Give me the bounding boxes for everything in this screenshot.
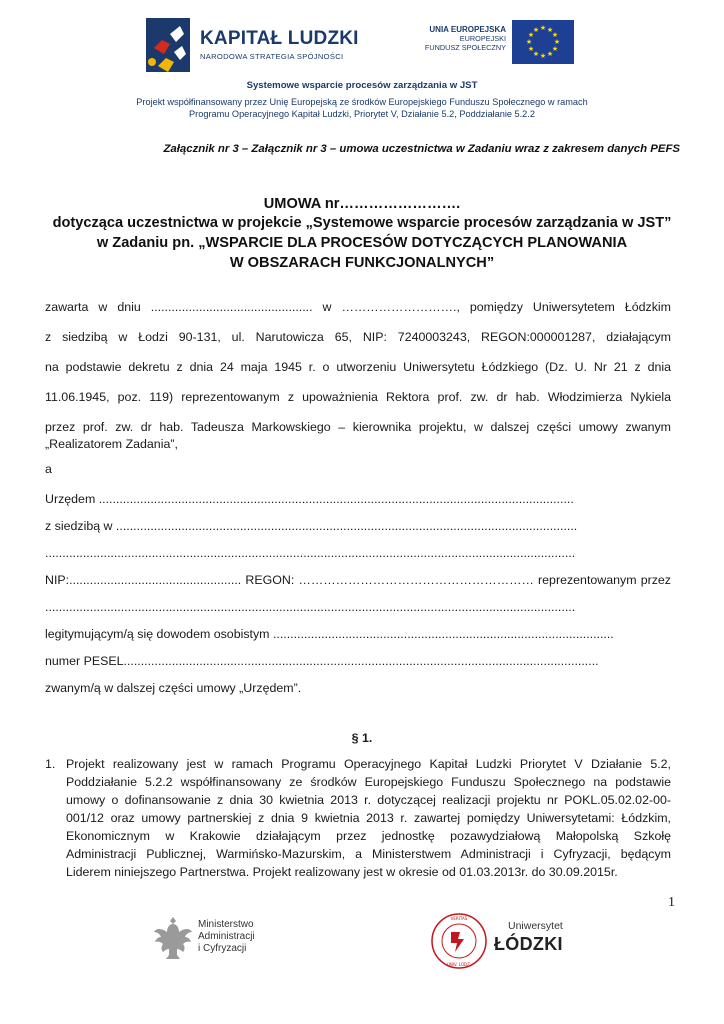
- svg-text:★: ★: [546, 26, 554, 34]
- svg-text:★: ★: [527, 31, 535, 39]
- intro-line-2: z siedzibą w Łodzi 90-131, ul. Narutowicza 65, NIP: 7240003243, REGON:000001287, działającym: [45, 330, 671, 344]
- item-1-line: Liderem niniejszego Partnerstwa. Projekt realizowany jest w okresie od 01.03.2013r. do 30.09.2015r.: [66, 865, 618, 879]
- university-label: Uniwersytet: [508, 920, 563, 932]
- svg-text:VERITAS: VERITAS: [450, 916, 468, 921]
- item-1-line: Poddziałanie 5.2.2 współfinansowany ze środków Europejskiego Funduszu Społecznego na podstawie: [66, 775, 671, 789]
- svg-text:★: ★: [546, 50, 554, 58]
- page-number: 1: [668, 895, 675, 910]
- svg-text:★: ★: [539, 24, 547, 32]
- item-1-line: 001/12 oraz umowy partnerskiej z dnia 9 kwietnia 2013 r. zawartej pomiędzy Uniwersytetami: Łódzkim,: [66, 811, 671, 825]
- ministry-line-2: Administracji: [198, 931, 255, 942]
- ministry-line-1: Ministerstwo: [198, 919, 254, 930]
- svg-text:UNIV. LODZ.: UNIV. LODZ.: [446, 962, 472, 967]
- representative-field: ..........................................................................................................................................................: [45, 600, 576, 614]
- svg-text:★: ★: [525, 38, 533, 46]
- ministry-name: [198, 919, 255, 955]
- contract-subject-line-1: dotycząca uczestnictwa w projekcie „Systemowe wsparcie procesów zarządzania w JST”: [52, 215, 672, 231]
- project-title: Systemowe wsparcie procesów zarządzania w JST: [246, 80, 478, 91]
- conjunction-a: a: [45, 462, 52, 476]
- kapital-ludzki-logo: [140, 14, 359, 76]
- polish-eagle-icon: [152, 913, 194, 963]
- office-field: Urzędem ..........................................................................................................................................: [45, 492, 574, 506]
- item-1-line: Ekonomicznym w Krakowie działającym przez jednostkę pozawydziałową Małopolską Szkołę: [66, 829, 671, 843]
- item-1-number: 1.: [45, 757, 56, 771]
- item-1-line: umowy o dofinansowanie z dnia 30 kwietnia 2013 r. dotyczącej realizacji projektu nr POKL.05.02.02-00-: [66, 793, 671, 807]
- contract-number: UMOWA nr…………………….: [263, 196, 461, 212]
- contract-subject-line-2: w Zadaniu pn. „WSPARCIE DLA PROCESÓW DOTYCZĄCYCH PLANOWANIA: [96, 235, 628, 251]
- pesel-field: numer PESEL..........................................................................................................................................: [45, 654, 599, 668]
- annex-heading: Załącznik nr 3 – Załącznik nr 3 – umowa uczestnictwa w Zadaniu wraz z zakresem danych PEFS: [163, 143, 680, 155]
- ministry-logo: [152, 913, 272, 965]
- university-name: ŁÓDZKI: [494, 934, 563, 954]
- svg-text:★: ★: [553, 38, 561, 46]
- svg-text:★: ★: [532, 26, 540, 34]
- svg-text:★: ★: [551, 45, 559, 53]
- ministry-line-3: i Cyfryzacji: [198, 943, 247, 954]
- section-1-heading: § 1.: [351, 731, 373, 745]
- cofinancing-line-2: Programu Operacyjnego Kapitał Ludzki, Priorytet V, Działanie 5.2, Poddziałanie 5.2.2: [189, 109, 535, 119]
- university-seal-icon: [430, 912, 488, 970]
- kapital-ludzki-subtitle: NARODOWA STRATEGIA SPÓJNOŚCI: [200, 52, 344, 61]
- cofinancing-line-1: Projekt współfinansowany przez Unię Europejską ze środków Europejskiego Funduszu Społecznego w ramach: [136, 97, 588, 107]
- office-designation: zwanym/ą w dalszej części umowy „Urzędem”.: [45, 681, 302, 695]
- svg-text:★: ★: [532, 50, 540, 58]
- svg-text:★: ★: [551, 31, 559, 39]
- eu-logo-line2: EUROPEJSKI: [459, 34, 506, 43]
- eu-logo-line3: FUNDUSZ SPOŁECZNY: [424, 43, 506, 52]
- item-1-line: Projekt realizowany jest w ramach Programu Operacyjnego Kapitał Ludzki Priorytet V Działanie 5.2,: [66, 757, 671, 771]
- nip-regon-field: NIP:.................................................. REGON: ………………………………………………… reprezentowanym przez: [45, 573, 671, 587]
- intro-line-3: na podstawie dekretu z dnia 24 maja 1945 r. o utworzeniu Uniwersytetu Łódzkiego (Dz. U. Nr 21 z dnia: [45, 360, 671, 374]
- university-lodz-logo: [430, 910, 580, 970]
- intro-line-1: zawarta w dniu ............................................... w ………………………., pomiędzy Uniwersytetem Łódzkim: [45, 300, 671, 314]
- kapital-ludzki-title: KAPITAŁ LUDZKI: [200, 28, 359, 49]
- intro-line-5: przez prof. zw. dr hab. Tadeusza Markowskiego – kierownika projektu, w dalszej części umowy zwanym: [45, 420, 671, 434]
- eu-logo-text: [410, 25, 506, 52]
- eu-flag-icon: [512, 20, 574, 64]
- intro-line-6: „Realizatorem Zadania”,: [45, 437, 178, 451]
- office-seat-field: z siedzibą w ......................................................................................................................................: [45, 519, 578, 533]
- intro-line-4: 11.06.1945, poz. 119) reprezentowanym z upoważnienia Rektora prof. zw. dr hab. Włodzimierza Nykiela: [45, 390, 671, 404]
- kapital-ludzki-text: [200, 28, 359, 61]
- office-address-field: ..........................................................................................................................................................: [45, 546, 576, 560]
- kapital-ludzki-star-icon: [140, 14, 196, 76]
- id-document-field: legitymującym/ą się dowodem osobistym ...................................................................................................: [45, 627, 614, 641]
- item-1-line: Administracji Publicznej, Warmińsko-Mazurskim, a Ministerstwem Administracji i Cyfryzacji, będącym: [66, 847, 671, 861]
- contract-subject-line-3: W OBSZARACH FUNKCJONALNYCH”: [229, 255, 495, 271]
- svg-text:★: ★: [527, 45, 535, 53]
- svg-text:★: ★: [539, 52, 547, 60]
- eu-logo-line1: UNIA EUROPEJSKA: [429, 25, 506, 34]
